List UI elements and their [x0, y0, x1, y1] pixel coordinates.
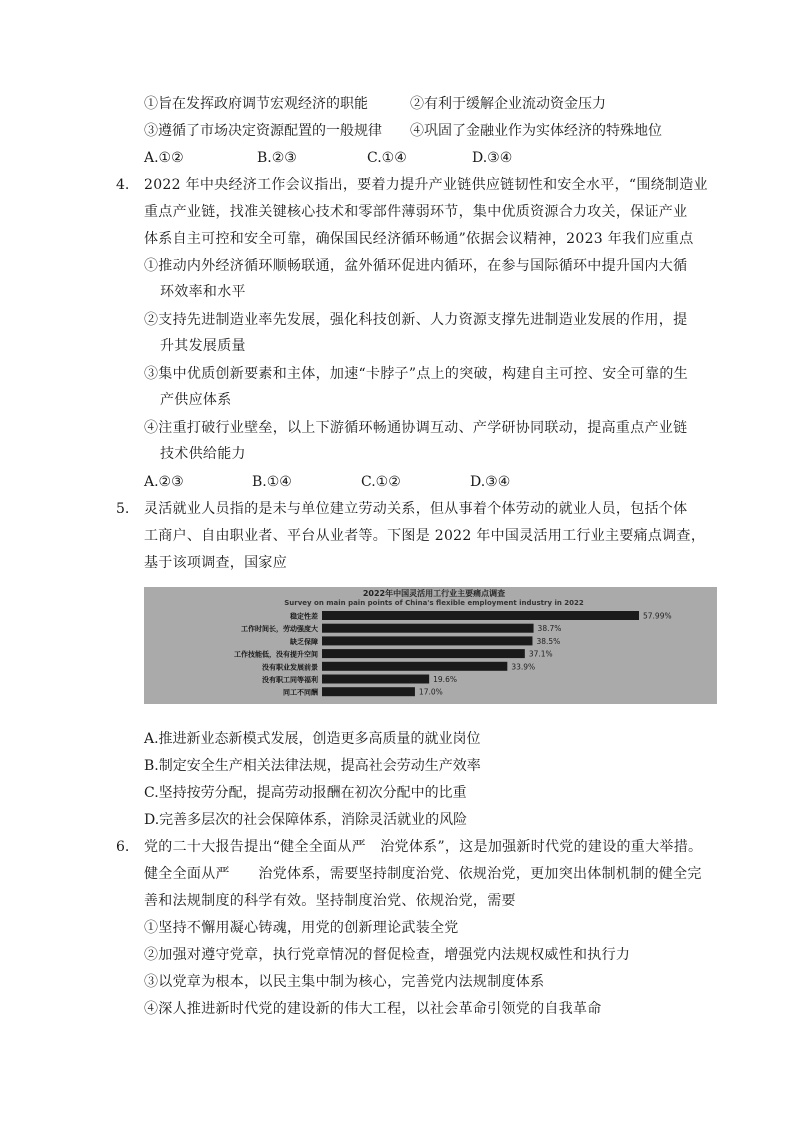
q4-option-2-cont: 升其发展质量 [160, 338, 246, 354]
q3-option-2: ②有利于缓解企业流动资金压力 [410, 96, 606, 112]
q4-choice-c: C.①② [361, 474, 401, 490]
category-label: 同工不同酬 [283, 688, 318, 697]
q3-choice-a: A.①② [144, 150, 184, 166]
bar [322, 687, 415, 696]
q6-option-1: ①坚持不懈用凝心铸魂，用党的创新理论武装全党 [144, 920, 459, 936]
bar [322, 636, 532, 645]
q6-stem-line: 党的二十大报告提出“健全全面从严 治党体系”，这是加强新时代党的建设的重大举措。 [144, 839, 703, 855]
q6-option-3: ③以党章为根本，以民主集中制为核心，完善党内法规制度体系 [144, 974, 545, 990]
q4-option-4-cont: 技术供给能力 [160, 446, 246, 462]
q5-stem-line: 基于该项调查，国家应 [144, 555, 287, 571]
q6-stem-line: 健全全面从严 治党体系，需要坚持制度治党、依规治党，更加突出体制机制的健全完 [144, 866, 702, 882]
bar-value-label: 38.7% [537, 624, 562, 634]
chart-subtitle: Survey on main pain points of China's flexible employment industry in 2022 [284, 599, 584, 607]
bar-value-label: 37.1% [528, 649, 553, 659]
q5-choice-d: D.完善多层次的社会保障体系，消除灵活就业的风险 [144, 812, 468, 828]
q4-choice-a: A.②③ [144, 474, 184, 490]
q4-option-3-cont: 产供应体系 [160, 392, 232, 408]
q4-option-1-cont: 环效率和水平 [160, 284, 246, 300]
category-label: 工作技能低，没有提升空间 [234, 650, 318, 659]
q5-stem-line: 工商户、自由职业者、平台从业者等。下图是 2022 年中国灵活用工行业主要痛点调查， [144, 528, 706, 544]
q4-option-1: ①推动内外经济循环顺畅联通，盆外循环促进内循环，在参与国际循环中提升国内大循 [144, 258, 688, 274]
category-label: 工作时间长，劳动强度大 [241, 625, 318, 634]
q4-choice-b: B.①④ [252, 474, 292, 490]
q4-stem-line: 重点产业链，找准关键核心技术和零部件薄弱环节，集中优质资源合力攻关，保证产业 [144, 204, 688, 220]
category-label: 缺乏保障 [290, 637, 318, 646]
q4-number: 4. [116, 177, 130, 193]
bar [322, 649, 525, 658]
q6-option-2: ②加强对遵守党章，执行党章情况的督促检查，增强党内法规权威性和执行力 [144, 947, 631, 963]
q4-option-2: ②支持先进制造业率先发展，强化科技创新、人力资源支撑先进制造业发展的作用，提 [144, 312, 688, 328]
q5-number: 5. [116, 501, 130, 517]
category-label: 稳定性差 [290, 612, 318, 621]
q6-stem-line: 善和法规制度的科学有效。坚持制度治党、依规治党，需要 [144, 893, 516, 909]
bar [322, 611, 639, 620]
category-label: 没有职业发展前景 [262, 663, 318, 672]
q3-choice-b: B.②③ [257, 150, 297, 166]
q4-option-4: ④注重打破行业壁垒，以上下游循环畅通协调互动、产学研协同联动，提高重点产业链 [144, 420, 688, 436]
q4-stem-line: 2022 年中央经济工作会议指出，要着力提升产业链供应链韧性和安全水平，“围绕制造业 [144, 177, 708, 193]
q6-option-4: ④深人推进新时代党的建设新的伟大工程，以社会革命引领党的自我革命 [144, 1001, 602, 1017]
pain-points-chart [144, 587, 717, 704]
bar-value-label: 33.9% [511, 662, 536, 672]
bar [322, 624, 534, 633]
q5-choice-c: C.坚持按劳分配，提高劳动报酬在初次分配中的比重 [144, 785, 467, 801]
q4-option-3: ③集中优质创新要素和主体，加速“卡脖子”点上的突破，构建自主可控、安全可靠的生 [144, 366, 689, 382]
chart-svg [144, 587, 717, 704]
q3-choice-c: C.①④ [367, 150, 407, 166]
chart-title: 2022年中国灵活用工行业主要痛点调查 [362, 589, 506, 598]
bar [322, 662, 507, 671]
q4-stem-line: 体系自主可控和安全可靠，确保国民经济循环畅通”依据会议精神，2023 年我们应重点 [144, 231, 694, 247]
q3-option-3: ③遵循了市场决定资源配置的一般规律 [144, 123, 382, 139]
q3-option-4: ④巩固了金融业作为实体经济的特殊地位 [410, 123, 662, 139]
q6-number: 6. [116, 839, 130, 855]
q5-choice-b: B.制定安全生产相关法律法规，提高社会劳动生产效率 [144, 758, 481, 774]
bar-value-label: 17.0% [418, 687, 443, 697]
bar-value-label: 19.6% [433, 675, 457, 684]
q5-stem-line: 灵活就业人员指的是未与单位建立劳动关系，但从事着个体劳动的就业人员，包括个体 [144, 501, 688, 517]
bar-value-label: 57.99% [643, 611, 672, 621]
q3-option-1: ①旨在发挥政府调节宏观经济的职能 [144, 96, 368, 112]
bar [322, 675, 429, 684]
q5-choice-a: A.推进新业态新模式发展，创造更多高质量的就业岗位 [144, 731, 481, 747]
q3-choice-d: D.③④ [472, 150, 513, 166]
q4-choice-d: D.③④ [470, 474, 511, 490]
bar-value-label: 38.5% [536, 636, 561, 646]
category-label: 没有职工同等福利 [262, 676, 318, 684]
